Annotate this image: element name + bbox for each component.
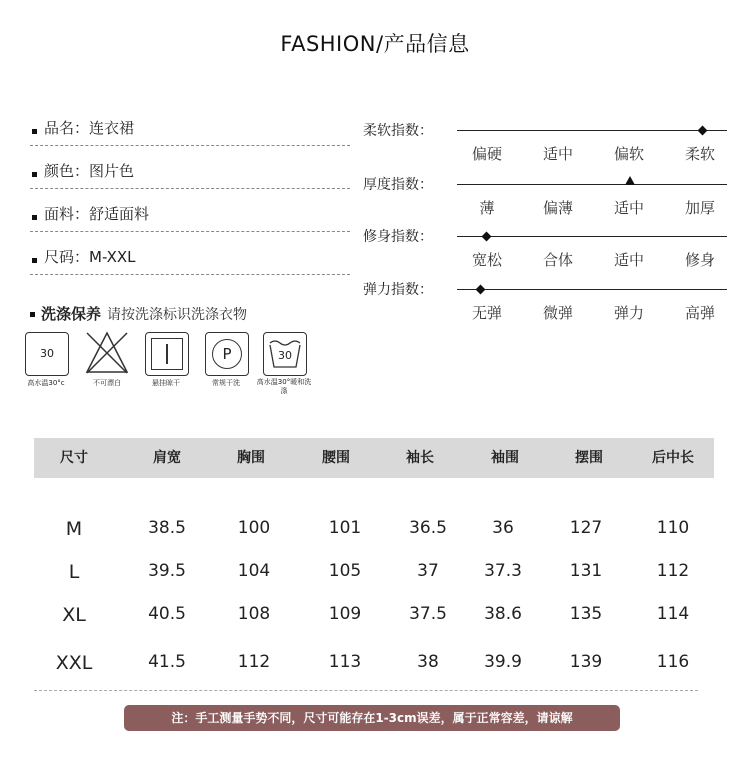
scale-option: 加厚 [684,199,715,217]
info-text: 颜色：图片色 [44,162,135,180]
bullet-icon [30,312,35,317]
bullet-icon [32,215,37,220]
scale-option: 微弹 [542,304,573,322]
wash-30-icon [25,332,69,376]
scale-marker-diamond-icon [481,232,491,242]
size-cell: L [68,561,80,583]
table-cell: 39.9 [484,652,522,672]
scale-option: 适中 [542,145,573,163]
column-header: 袖长 [406,450,434,466]
size-cell: XXL [55,652,93,674]
scale-line [457,184,727,185]
washing-heading [30,303,247,324]
scale-option: 偏薄 [542,199,573,217]
table-cell: 131 [569,561,603,581]
scale-option: 弹力 [613,304,644,322]
table-cell: 38.5 [148,518,186,538]
washing-subtitle: 请按洗涤标识洗涤衣物 [107,307,248,323]
scale-option: 适中 [613,251,644,269]
table-cell: 36.5 [409,518,447,538]
scale-option: 宽松 [471,251,502,269]
scale-label: 弹力指数： [363,282,433,298]
hang-dry-icon [145,332,189,376]
no-bleach-icon [84,330,130,376]
column-header: 袖围 [491,450,519,466]
page-title: FASHION/产品信息 [280,32,470,56]
bullet-icon [32,258,37,263]
washing-title: 洗涤保养 [41,305,102,323]
column-header: 后中长 [652,450,694,466]
wash-caption: 常规干洗 [212,379,240,387]
info-item-name [30,115,350,146]
dry-clean-label: P [222,345,232,363]
hand-wash-30-icon [263,332,307,376]
table-cell: 39.5 [148,561,186,581]
scale-option: 修身 [684,251,715,269]
size-cell: M [65,518,83,540]
table-cell: 139 [569,652,603,672]
scale-line [457,289,727,290]
info-item-size [30,244,350,275]
table-cell: 40.5 [148,604,186,624]
scale-line [457,130,727,131]
scale-option: 柔软 [684,145,715,163]
size-table-header [34,438,714,478]
wash-caption: 高水温30°c [27,379,65,387]
scale-option: 适中 [613,199,644,217]
table-cell: 38 [417,652,439,672]
scale-option: 偏软 [613,145,644,163]
table-cell: 113 [328,652,362,672]
table-cell: 37.5 [409,604,447,624]
scale-label: 柔软指数： [363,123,433,139]
info-text: 尺码：M-XXL [44,248,136,266]
scale-option: 合体 [542,251,573,269]
bullet-icon [32,172,37,177]
scale-option: 薄 [479,199,495,217]
scale-option: 高弹 [684,304,715,322]
table-cell: 112 [656,561,690,581]
table-cell: 37.3 [484,561,522,581]
size-cell: XL [62,604,86,626]
measurement-note: 注：手工测量手势不同，尺寸可能存在1-3cm误差，属于正常容差，请谅解 [124,705,620,731]
scale-marker-diamond-icon [476,285,486,295]
column-header: 尺寸 [60,450,88,466]
column-header: 胸围 [237,450,265,466]
column-header: 腰围 [322,450,350,466]
scale-marker-diamond-icon [697,126,707,136]
table-cell: 37 [417,561,439,581]
hand-wash-label: 30 [278,349,292,362]
info-item-color [30,158,350,189]
table-cell: 108 [237,604,271,624]
table-cell: 135 [569,604,603,624]
scale-option: 偏硬 [471,145,502,163]
wash-30-label: 30 [40,347,54,360]
table-cell: 127 [569,518,603,538]
column-header: 摆围 [575,450,603,466]
scale-label: 厚度指数： [363,177,433,193]
info-text: 品名：连衣裙 [44,119,135,137]
wash-caption: 不可漂白 [93,379,121,387]
info-item-fabric [30,201,350,232]
bullet-icon [32,129,37,134]
table-cell: 116 [656,652,690,672]
scale-line [457,236,727,237]
wash-caption: 高水温30°暖和洗涤 [256,378,312,395]
table-cell: 105 [328,561,362,581]
table-cell: 112 [237,652,271,672]
table-cell: 109 [328,604,362,624]
table-cell: 38.6 [484,604,522,624]
table-cell: 41.5 [148,652,186,672]
table-cell: 114 [656,604,690,624]
scale-marker-triangle-icon [625,176,635,185]
divider [34,690,698,691]
table-cell: 104 [237,561,271,581]
column-header: 肩宽 [153,450,181,466]
dry-clean-icon [205,332,249,376]
table-cell: 101 [328,518,362,538]
table-cell: 100 [237,518,271,538]
table-cell: 36 [492,518,514,538]
wash-caption: 悬挂晾干 [152,379,180,387]
scale-label: 修身指数： [363,229,433,245]
scale-option: 无弹 [471,304,502,322]
table-cell: 110 [656,518,690,538]
info-text: 面料：舒适面料 [44,205,150,223]
